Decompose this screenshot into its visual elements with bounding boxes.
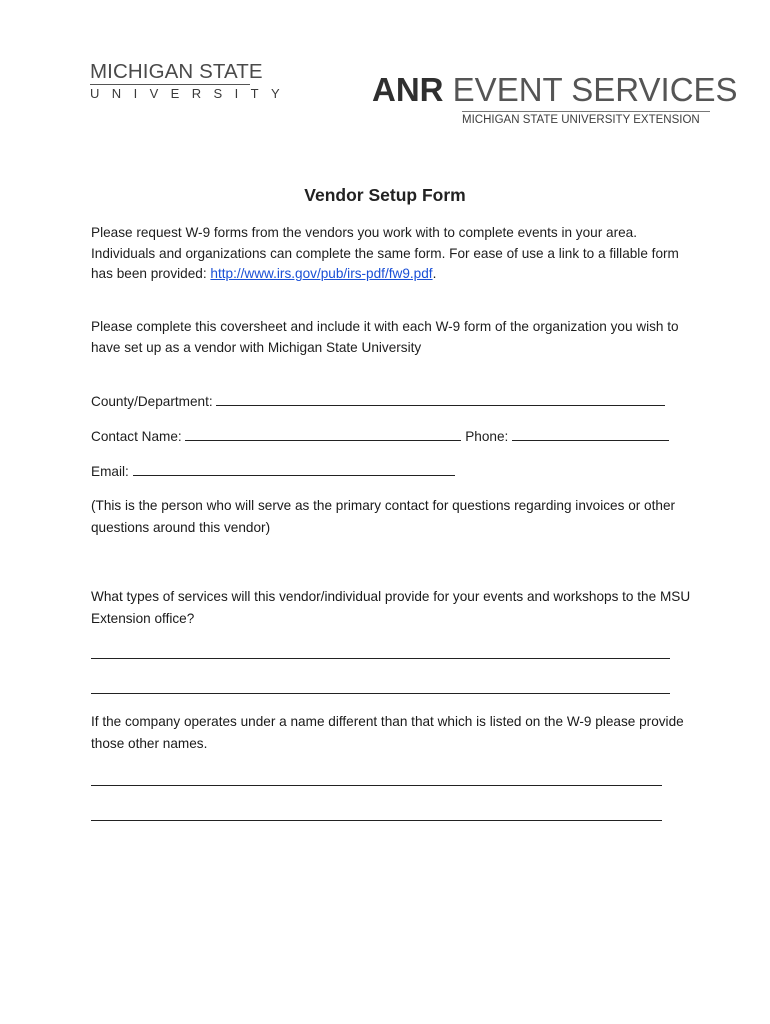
county-label: County/Department: [91,394,213,409]
phone-label: Phone: [465,429,509,444]
coversheet-paragraph: Please complete this coversheet and include it with each W-9 form of the organization you wish to have set up as a vendor with Michigan State University [91,319,679,355]
other-names-answer-line-2[interactable] [91,820,662,821]
services-question: What types of services will this vendor/individual provide for your events and workshops to the MSU Extension office? [91,589,691,626]
county-field-row [91,391,665,412]
intro-end: . [432,266,437,282]
county-input-line[interactable] [216,391,665,406]
anr-logo-rest: EVENT SERVICES [443,71,738,108]
w9-form-link[interactable]: http://www.irs.gov/pub/irs-pdf/fw9.pdf [210,266,433,282]
services-answer-line-1[interactable] [91,658,670,659]
anr-logo-bold: ANR [372,71,444,108]
intro-text: Please request W-9 forms from the vendors you work with to complete events in your area. Individuals and organizations can complete the same form. For ease of use a link to a fillable form has been provided: [91,225,679,282]
anr-logo-title [372,71,738,109]
contact-field-row [91,426,669,447]
anr-logo-divider [462,111,710,112]
other-names-question: If the company operates under a name different than that which is listed on the W-9 please provide those other names. [91,714,684,751]
anr-logo-subtitle: MICHIGAN STATE UNIVERSITY EXTENSION [462,114,700,126]
msu-logo-line1: MICHIGAN STATE [90,60,263,83]
msu-logo-divider [90,84,250,85]
msu-logo-line2: UNIVERSITY [90,86,293,101]
email-field-row [91,461,455,482]
contact-name-label: Contact Name: [91,429,182,444]
other-names-answer-line-1[interactable] [91,785,662,786]
form-title: Vendor Setup Form [304,185,466,205]
contact-note: (This is the person who will serve as the primary contact for questions regarding invoices or other questions around this vendor) [91,498,676,535]
intro-paragraph [91,223,691,285]
phone-input-line[interactable] [512,426,669,441]
email-label: Email: [91,464,129,479]
contact-name-input-line[interactable] [185,426,461,441]
email-input-line[interactable] [133,461,455,476]
services-answer-line-2[interactable] [91,693,670,694]
